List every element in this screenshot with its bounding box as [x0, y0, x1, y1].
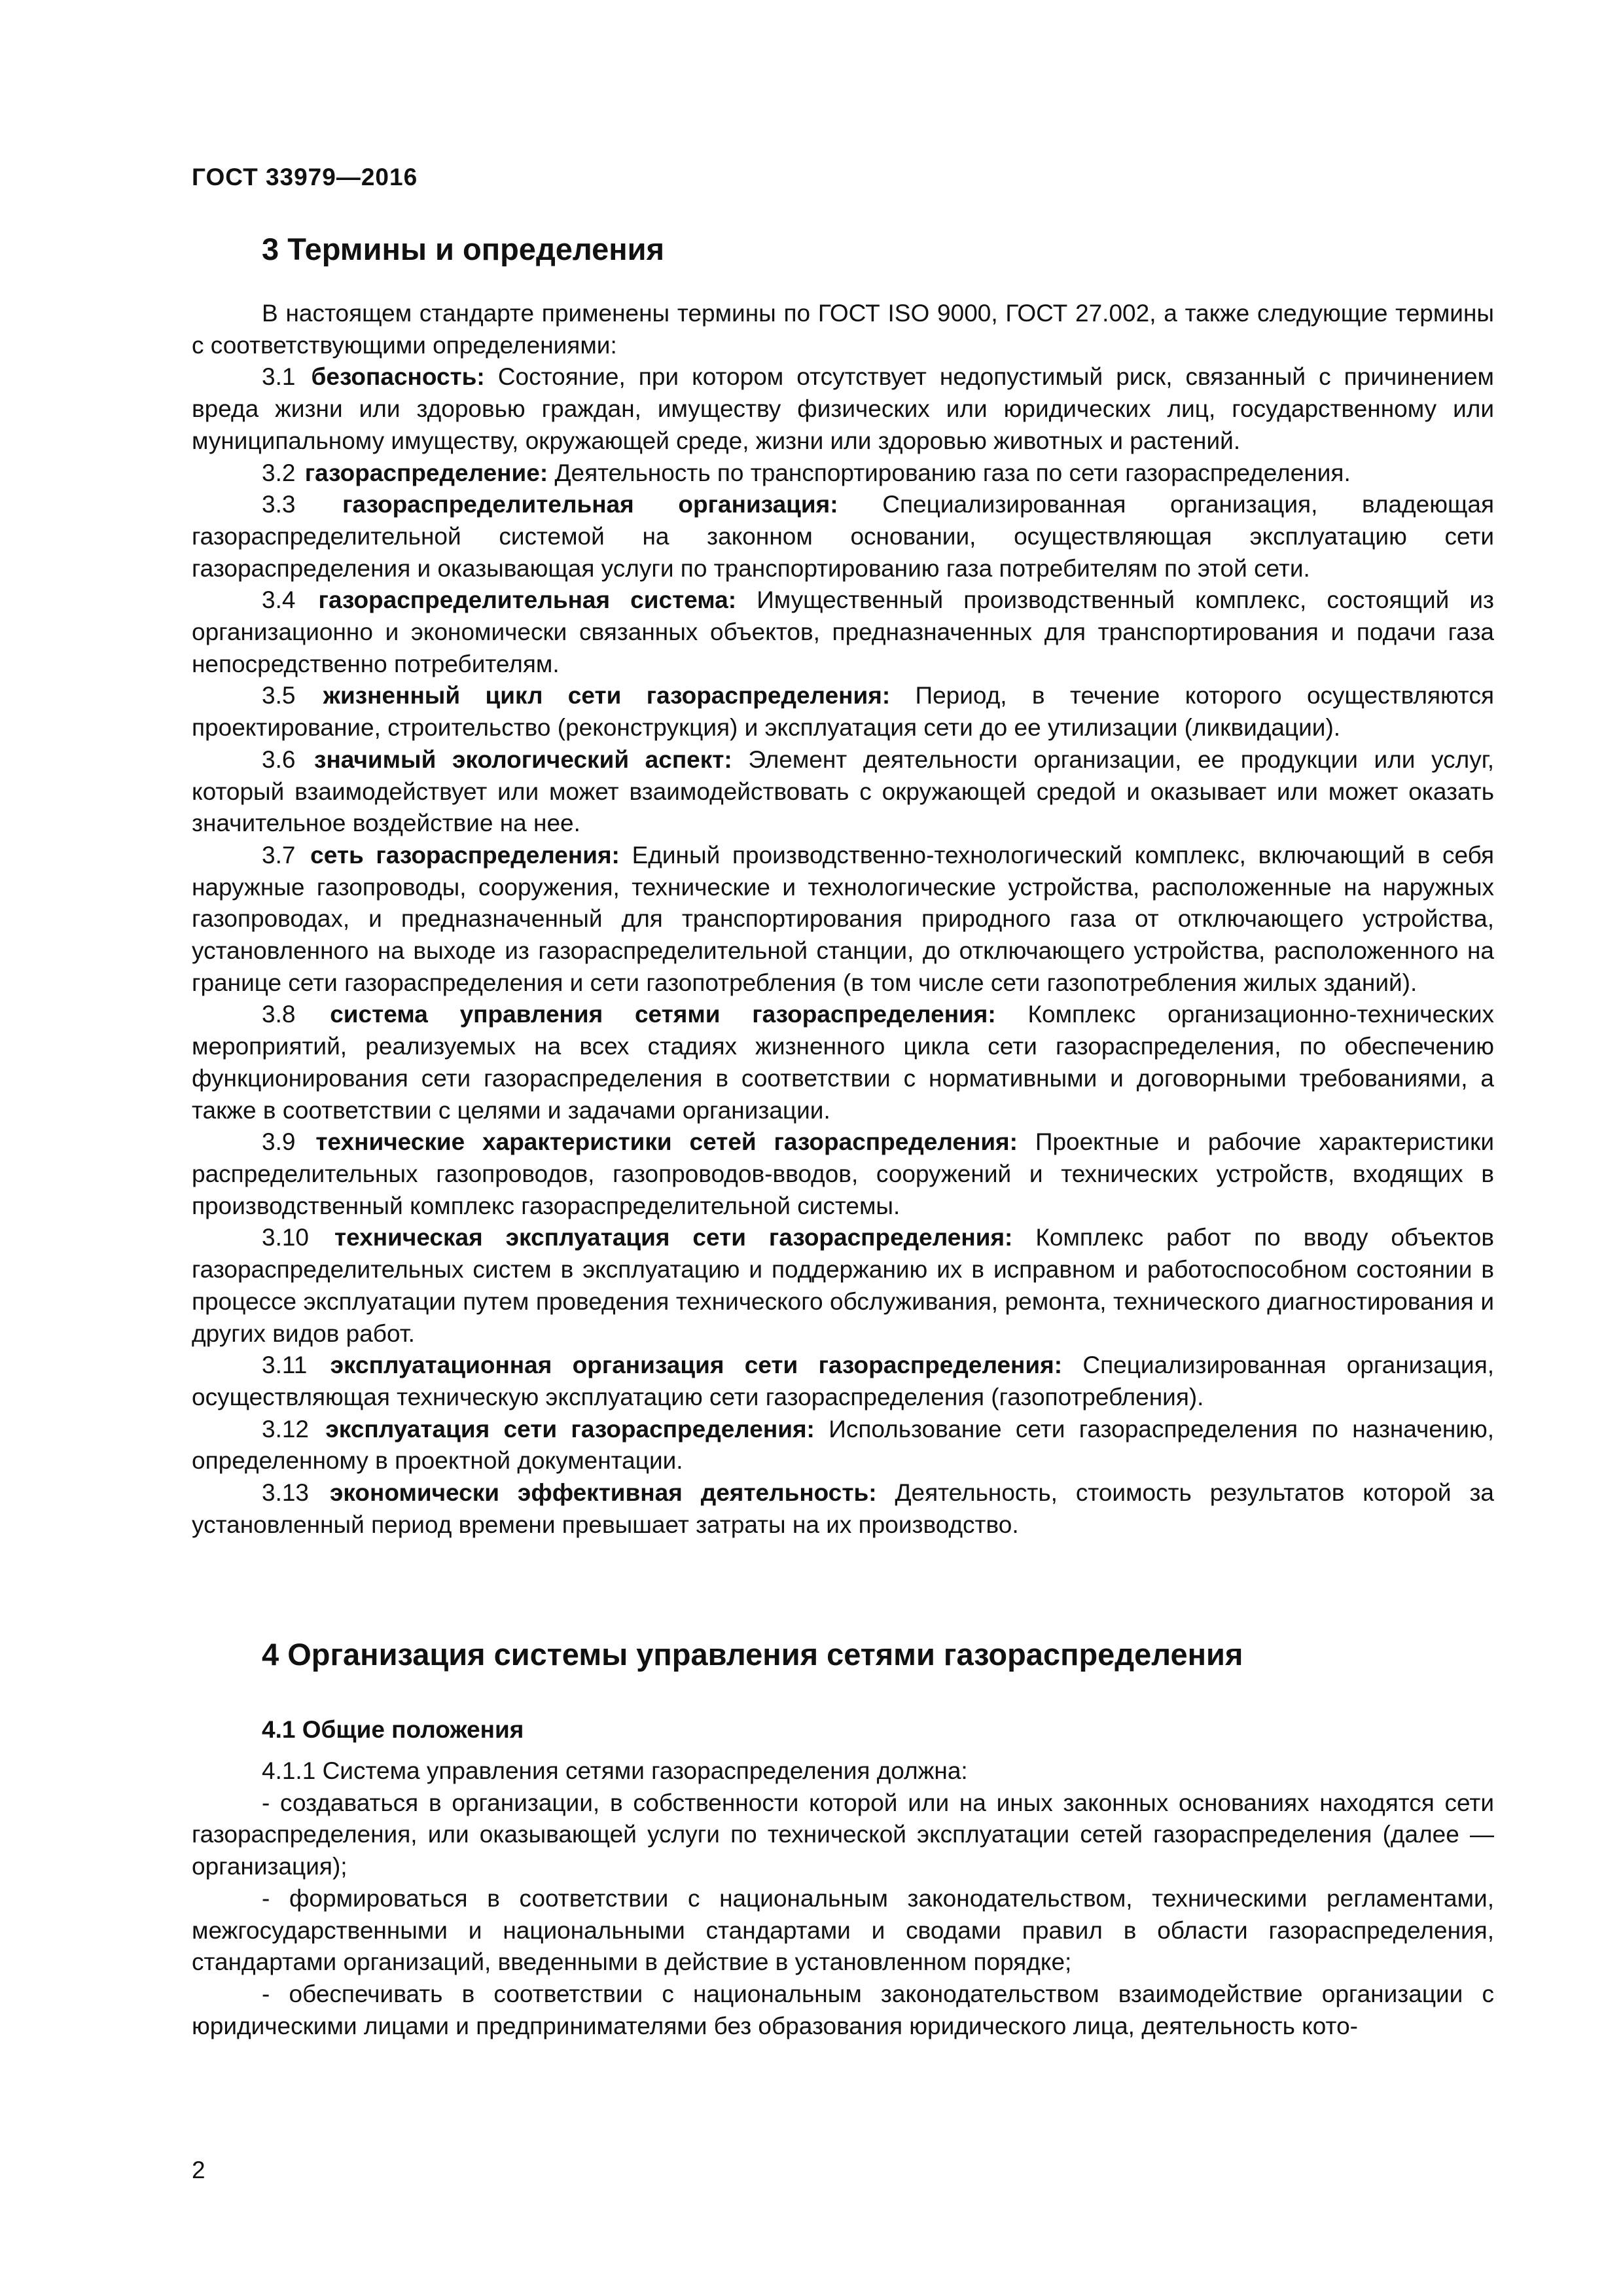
term-definition: Состояние, при котором отсутствует недопустимый риск, связанный с причинением вреда жизни или здоровью граждан, имуществу физических или юридических лиц, государственному или муниципальному имуществу, окружающей среде, жизни или здоровью животных и растений.	[192, 363, 1494, 454]
section-4-title: 4 Организация системы управления сетями газораспределения	[262, 1637, 1243, 1672]
term-entry	[192, 457, 1494, 490]
term-definition: Использование сети газораспределения по назначению, определенному в проектной документации.	[192, 1415, 1495, 1475]
term-name: газораспределительная система:	[318, 586, 737, 614]
section-3-intro: В настоящем стандарте применены термины по ГОСТ ISO 9000, ГОСТ 27.002, а также следующие термины с соответствующими определениями:	[192, 300, 1494, 359]
term-definition: Проектные и рабочие характеристики распределительных газопроводов, газопроводов-вводов, сооружений и технических устройств, входящих в производственный комплекс газораспределительной системы.	[192, 1128, 1495, 1219]
term-definition: Элемент деятельности организации, ее продукции или услуг, который взаимодействует или может взаимодействовать с окружающей средой и оказывает или может оказать значительное воздействие на нее.	[192, 745, 1495, 837]
term-number: 3.9	[262, 1128, 296, 1156]
term-name: эксплуатационная организация сети газораспределения:	[330, 1352, 1063, 1379]
term-entry	[192, 489, 1494, 584]
subsection-4-1-title: 4.1 Общие положения	[262, 1716, 524, 1743]
term-entry	[192, 1477, 1494, 1541]
term-number: 3.6	[262, 745, 296, 773]
term-definition: Период, в течение которого осуществляются проектирование, строительство (реконструкция) и эксплуатация сети до ее утилизации (ликвидации).	[192, 682, 1495, 742]
term-entry	[192, 744, 1494, 840]
term-name: система управления сетями газораспределения:	[330, 1001, 996, 1028]
term-number: 3.7	[262, 841, 296, 869]
section-4-body	[192, 1755, 1494, 2042]
term-number: 3.3	[262, 491, 296, 518]
term-definition: Деятельность по транспортированию газа по сети газораспределения.	[554, 459, 1351, 486]
term-entry	[192, 680, 1494, 744]
term-name: жизненный цикл сети газораспределения:	[323, 682, 891, 709]
term-definition: Специализированная организация, осуществляющая техническую эксплуатацию сети газораспределения (газопотребления).	[192, 1352, 1495, 1410]
term-definition: Деятельность, стоимость результатов которой за установленный период времени превышает затраты на их производство.	[192, 1479, 1495, 1538]
term-number: 3.2	[262, 459, 296, 486]
section-3-title: 3 Термины и определения	[262, 232, 664, 266]
term-definition: Имущественный производственный комплекс, состоящий из организационно и экономически связанных объектов, предназначенных для транспортирования и подачи газа непосредственно потребителям.	[192, 586, 1495, 677]
term-entry	[192, 584, 1494, 680]
term-number: 3.11	[262, 1352, 308, 1379]
term-name: безопасность:	[311, 363, 485, 391]
term-number: 3.10	[262, 1224, 310, 1251]
term-definition: Единый производственно-технологический комплекс, включающий в себя наружные газопроводы, сооружения, технические и технологические устройства, расположенные на наружных газопроводах, и предназначенный для транспортирования природного газа от отключающего устройства, установленного на выходе из газораспределительной станции, до отключающего устройства, расположенного на границе сети газораспределения и сети газопотребления (в том числе сети газопотребления жилых зданий).	[192, 841, 1495, 996]
document-code: ГОСТ 33979—2016	[192, 164, 418, 190]
term-name: экономически эффективная деятельность:	[329, 1479, 877, 1507]
term-number: 3.8	[262, 1001, 296, 1028]
page-number: 2	[192, 2157, 205, 2183]
term-number: 3.13	[262, 1479, 310, 1507]
term-name: газораспределение:	[304, 459, 548, 486]
term-number: 3.12	[262, 1415, 310, 1443]
term-definition: Комплекс работ по вводу объектов газораспределительных систем в эксплуатацию и поддержанию их в исправном и работоспособном состоянии в процессе эксплуатации путем проведения технического обслуживания, ремонта, технического диагностирования и других видов работ.	[192, 1224, 1495, 1347]
term-entry	[192, 1350, 1494, 1413]
clause-4-1-1: 4.1.1 Система управления сетями газораспределения должна:	[262, 1757, 968, 1784]
term-name: значимый экологический аспект:	[314, 745, 732, 773]
term-name: эксплуатация сети газораспределения:	[325, 1415, 815, 1443]
term-number: 3.1	[262, 363, 296, 391]
term-entry	[192, 1126, 1494, 1222]
term-name: техническая эксплуатация сети газораспределения:	[334, 1224, 1013, 1251]
section-3-body	[192, 298, 1494, 1541]
term-entry	[192, 840, 1494, 999]
list-item: - формироваться в соответствии с национальным законодательством, техническими регламентами, межгосударственными и национальными стандартами и сводами правил в области газораспределения, стандартами организаций, введенными в действие в установленном порядке;	[192, 1884, 1494, 1976]
term-entry	[192, 999, 1494, 1126]
term-name: технические характеристики сетей газораспределения:	[315, 1128, 1018, 1156]
term-entry	[192, 1222, 1494, 1350]
term-definition: Комплекс организационно-технических мероприятий, реализуемых на всех стадиях жизненного цикла сети газораспределения, по обеспечению функционирования сети газораспределения в соответствии с нормативными и договорными требованиями, а также в соответствии с целями и задачами организации.	[192, 1001, 1494, 1124]
term-name: газораспределительная организация:	[342, 491, 838, 518]
term-entry	[192, 361, 1494, 457]
list-item: - обеспечивать в соответствии с национальным законодательством взаимодействие организации с юридическими лицами и предпринимателями без образования юридического лица, деятельность кото-	[192, 1980, 1494, 2039]
term-entry	[192, 1414, 1494, 1477]
term-name: сеть газораспределения:	[310, 841, 620, 869]
term-definition: Специализированная организация, владеющая газораспределительной системой на законном основании, осуществляющая эксплуатацию сети газораспределения и оказывающая услуги по транспортированию газа потребителям по этой сети.	[192, 491, 1494, 582]
term-number: 3.4	[262, 586, 296, 614]
term-number: 3.5	[262, 682, 296, 709]
list-item: - создаваться в организации, в собственности которой или на иных законных основаниях находятся сети газораспределения, или оказывающей услуги по технической эксплуатации сетей газораспределения (далее — организация);	[192, 1789, 1494, 1880]
